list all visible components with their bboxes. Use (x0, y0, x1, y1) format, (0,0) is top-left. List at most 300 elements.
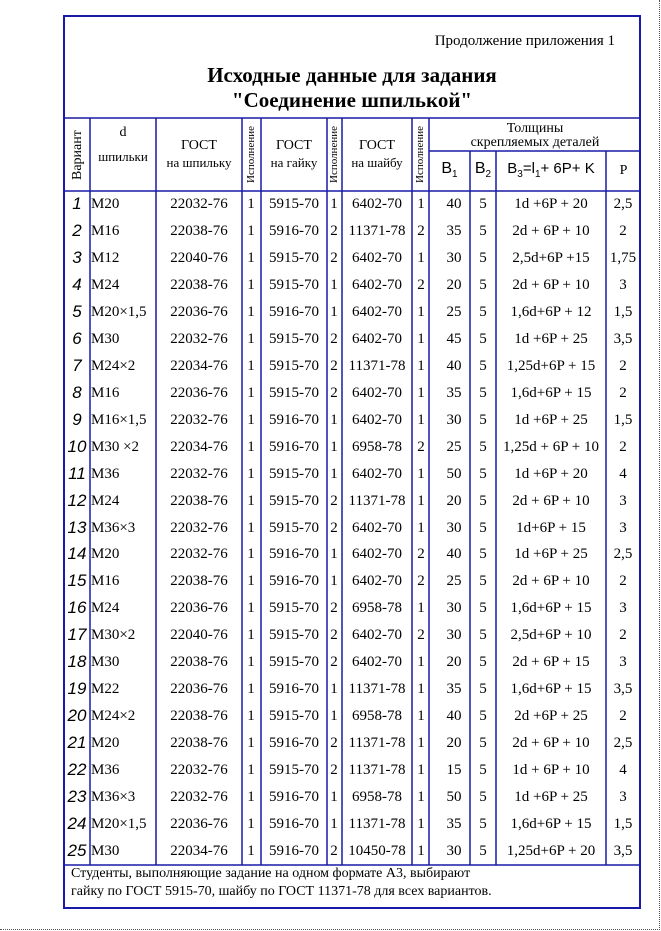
cell-stud-gost: 22036-76 (170, 384, 228, 401)
cell-stud-thread: M36×3 (91, 519, 136, 536)
cell-nut-execution: 2 (330, 330, 338, 347)
cell-thickness-b3: 2d + 6P + 15 (512, 654, 590, 671)
cell-nut-execution: 1 (330, 465, 338, 482)
cell-thickness-b1: 45 (446, 330, 462, 347)
cell-washer-execution: 1 (417, 600, 425, 617)
cell-nut-gost: 5915-70 (269, 330, 319, 347)
cell-washer-gost: 6958-78 (352, 708, 402, 725)
cell-variant-number: 9 (72, 409, 82, 429)
cell-variant-number: 8 (72, 382, 82, 402)
cell-pitch-p: 3 (619, 519, 627, 536)
cell-nut-execution: 2 (330, 600, 338, 617)
cell-pitch-p: 2 (619, 384, 627, 401)
cell-nut-gost: 5915-70 (269, 492, 319, 509)
cell-thickness-b2: 5 (479, 546, 487, 563)
cell-thickness-b3: 2,5d+6P +15 (512, 249, 590, 266)
cell-nut-execution: 1 (330, 573, 338, 590)
cell-nut-execution: 1 (330, 546, 338, 563)
cell-thickness-b3: 2d + 6P + 10 (512, 276, 590, 293)
cell-stud-thread: M24×2 (91, 708, 136, 725)
cell-thickness-b2: 5 (479, 492, 487, 509)
cell-pitch-p: 3,5 (613, 330, 633, 347)
cell-stud-execution: 1 (247, 492, 255, 509)
cell-thickness-b2: 5 (479, 519, 487, 536)
cell-thickness-b2: 5 (479, 843, 487, 860)
cell-thickness-b1: 30 (446, 411, 462, 428)
cell-stud-execution: 1 (247, 411, 255, 428)
cell-stud-gost: 22036-76 (170, 303, 228, 320)
cell-nut-execution: 1 (330, 276, 338, 293)
cell-thickness-b1: 40 (446, 357, 462, 374)
cell-pitch-p: 3 (619, 654, 627, 671)
cell-pitch-p: 3 (619, 789, 627, 806)
cell-pitch-p: 4 (619, 465, 627, 482)
cell-washer-execution: 1 (417, 762, 425, 779)
cell-thickness-b2: 5 (479, 303, 487, 320)
cell-stud-execution: 1 (247, 708, 255, 725)
cell-stud-execution: 1 (247, 843, 255, 860)
cell-thickness-b2: 5 (479, 816, 487, 833)
cell-thickness-b2: 5 (479, 249, 487, 266)
cell-washer-gost: 6402-70 (352, 546, 402, 563)
cell-washer-execution: 1 (417, 519, 425, 536)
cell-nut-gost: 5916-70 (269, 681, 319, 698)
cell-thickness-b1: 35 (446, 222, 462, 239)
cell-thickness-b1: 30 (446, 249, 462, 266)
cell-washer-gost: 6402-70 (352, 276, 402, 293)
document-sheet (63, 15, 641, 909)
cell-nut-execution: 2 (330, 519, 338, 536)
cell-thickness-b3: 1d + 6P + 10 (512, 762, 590, 779)
cell-thickness-b3: 1,6d+6P + 15 (510, 816, 592, 833)
cell-variant-number: 19 (67, 679, 87, 699)
cell-washer-gost: 6958-78 (352, 600, 402, 617)
header-d-symbol: d (119, 125, 127, 140)
cell-stud-execution: 1 (247, 222, 255, 239)
cell-washer-execution: 1 (417, 735, 425, 752)
cell-thickness-b3: 1,6d+6P + 15 (510, 384, 592, 401)
cell-nut-execution: 1 (330, 816, 338, 833)
cell-thickness-b2: 5 (479, 708, 487, 725)
cell-thickness-b3: 1,6d+6P + 12 (510, 303, 592, 320)
header-nut-gost-sub: на гайку (270, 155, 318, 170)
cell-pitch-p: 2,5 (613, 735, 633, 752)
cell-nut-gost: 5915-70 (269, 519, 319, 536)
cell-stud-thread: M36 (91, 762, 120, 779)
cell-thickness-b3: 1d +6P + 25 (514, 789, 588, 806)
cell-washer-execution: 2 (417, 438, 425, 455)
cell-variant-number: 21 (67, 733, 87, 753)
cell-variant-number: 4 (72, 274, 82, 294)
cell-nut-gost: 5916-70 (269, 573, 319, 590)
continuation-note: Продолжение приложения 1 (434, 33, 615, 49)
cell-nut-execution: 1 (330, 789, 338, 806)
cell-pitch-p: 2,5 (613, 196, 633, 212)
cell-thickness-b2: 5 (479, 789, 487, 806)
cell-stud-execution: 1 (247, 600, 255, 617)
cell-nut-gost: 5915-70 (269, 654, 319, 671)
cell-stud-thread: M20 (91, 196, 120, 212)
cell-nut-execution: 2 (330, 249, 338, 266)
cell-thickness-b2: 5 (479, 222, 487, 239)
cell-stud-thread: M16×1,5 (91, 411, 147, 428)
cell-thickness-b1: 25 (446, 303, 462, 320)
cell-washer-execution: 2 (417, 222, 425, 239)
cell-stud-gost: 22032-76 (170, 789, 228, 806)
cell-nut-gost: 5916-70 (269, 303, 319, 320)
cell-variant-number: 5 (72, 301, 82, 321)
cell-stud-thread: M12 (91, 249, 120, 266)
page-title: Исходные данные для задания (207, 63, 497, 87)
cell-thickness-b1: 35 (446, 384, 462, 401)
cell-thickness-b1: 30 (446, 600, 462, 617)
cell-stud-gost: 22032-76 (170, 196, 228, 212)
footnote-line-1: Студенты, выполняющие задание на одном формате А3, выбирают (71, 866, 471, 881)
cell-washer-execution: 2 (417, 627, 425, 644)
cell-thickness-b3: 1d +6P + 25 (514, 411, 588, 428)
cell-stud-gost: 22032-76 (170, 411, 228, 428)
header-b3: $B_3=l_1+ 6P+ K$ (507, 160, 595, 180)
cell-nut-execution: 1 (330, 681, 338, 698)
cell-nut-gost: 5916-70 (269, 789, 319, 806)
cell-nut-execution: 2 (330, 735, 338, 752)
cell-variant-number: 18 (67, 652, 87, 672)
cell-washer-execution: 1 (417, 816, 425, 833)
cell-thickness-b1: 20 (446, 654, 462, 671)
cell-nut-gost: 5915-70 (269, 276, 319, 293)
cell-washer-gost: 6402-70 (352, 196, 402, 212)
cell-thickness-b3: 1,6d+6P + 15 (510, 681, 592, 698)
cell-stud-execution: 1 (247, 789, 255, 806)
cell-variant-number: 24 (67, 814, 87, 834)
cell-stud-execution: 1 (247, 816, 255, 833)
cell-thickness-b2: 5 (479, 573, 487, 590)
footnote (71, 865, 492, 901)
cell-thickness-b3: 1d +6P + 25 (514, 330, 588, 347)
cell-washer-execution: 2 (417, 546, 425, 563)
cell-nut-execution: 2 (330, 384, 338, 401)
cell-nut-gost: 5916-70 (269, 816, 319, 833)
cell-thickness-b1: 25 (446, 438, 462, 455)
cell-thickness-b2: 5 (479, 735, 487, 752)
cell-stud-thread: M16 (91, 384, 120, 401)
cell-stud-gost: 22032-76 (170, 546, 228, 563)
cell-stud-execution: 1 (247, 735, 255, 752)
cell-washer-execution: 1 (417, 843, 425, 860)
cell-thickness-b3: 1d+6P + 15 (516, 519, 586, 536)
cell-stud-gost: 22038-76 (170, 276, 228, 293)
cell-washer-gost: 6402-70 (352, 627, 402, 644)
cell-thickness-b1: 15 (446, 762, 462, 779)
cell-stud-gost: 22038-76 (170, 708, 228, 725)
cell-stud-thread: M24 (91, 600, 120, 617)
cell-thickness-b1: 30 (446, 843, 462, 860)
cell-nut-execution: 1 (330, 303, 338, 320)
cell-washer-gost: 11371-78 (348, 816, 406, 833)
header-variant: Вариант (70, 130, 85, 180)
header-nut-gost: ГОСТ (276, 138, 312, 153)
cell-nut-execution: 1 (330, 411, 338, 428)
cell-pitch-p: 3 (619, 492, 627, 509)
header-washer-gost-sub: на шайбу (351, 155, 403, 170)
cell-stud-thread: M30 (91, 330, 120, 347)
cell-thickness-b1: 20 (446, 492, 462, 509)
cell-thickness-b1: 20 (446, 735, 462, 752)
cell-pitch-p: 1,75 (609, 249, 637, 266)
cell-variant-number: 3 (72, 247, 82, 267)
cell-stud-execution: 1 (247, 330, 255, 347)
cell-washer-execution: 1 (417, 330, 425, 347)
cell-stud-gost: 22034-76 (170, 843, 228, 860)
cell-stud-gost: 22036-76 (170, 816, 228, 833)
cell-thickness-b2: 5 (479, 276, 487, 293)
cell-nut-gost: 5916-70 (269, 438, 319, 455)
cell-stud-thread: M30 (91, 843, 120, 860)
cell-stud-execution: 1 (247, 303, 255, 320)
header-d-label: шпильки (98, 149, 148, 164)
cell-thickness-b2: 5 (479, 627, 487, 644)
header-washer-execution: Исполнение (414, 126, 426, 184)
cell-stud-gost: 22032-76 (170, 330, 228, 347)
cell-pitch-p: 3,5 (613, 681, 633, 698)
cell-nut-execution: 1 (330, 708, 338, 725)
cell-nut-execution: 2 (330, 222, 338, 239)
header-thickness-sub: скрепляемых деталей (470, 135, 600, 150)
cell-washer-gost: 6402-70 (352, 519, 402, 536)
cell-stud-thread: M24 (91, 276, 120, 293)
cell-stud-execution: 1 (247, 627, 255, 644)
cell-nut-gost: 5916-70 (269, 222, 319, 239)
cell-stud-gost: 22034-76 (170, 357, 228, 374)
cell-pitch-p: 2 (619, 708, 627, 725)
cell-stud-gost: 22032-76 (170, 465, 228, 482)
cell-nut-gost: 5915-70 (269, 196, 319, 212)
cell-variant-number: 10 (67, 436, 87, 456)
cell-thickness-b2: 5 (479, 681, 487, 698)
cell-pitch-p: 2 (619, 627, 627, 644)
cell-stud-thread: M30 ×2 (91, 438, 140, 455)
cell-thickness-b1: 50 (446, 789, 462, 806)
cell-washer-gost: 10450-78 (348, 843, 406, 860)
cell-thickness-b1: 20 (446, 276, 462, 293)
cell-stud-gost: 22036-76 (170, 600, 228, 617)
header-p: P (619, 163, 628, 178)
cell-thickness-b3: 1,25d + 6P + 10 (503, 438, 599, 455)
cell-nut-execution: 2 (330, 357, 338, 374)
cell-thickness-b1: 40 (446, 196, 462, 212)
cell-thickness-b3: 1d +6P + 25 (514, 546, 588, 563)
cell-thickness-b3: 1,25d+6P + 15 (506, 357, 596, 374)
cell-thickness-b3: 2d +6P + 25 (514, 708, 588, 725)
cell-nut-gost: 5916-70 (269, 411, 319, 428)
cell-nut-execution: 2 (330, 492, 338, 509)
cell-variant-number: 2 (72, 220, 82, 240)
cell-stud-execution: 1 (247, 681, 255, 698)
cell-stud-thread: M16 (91, 573, 120, 590)
cell-thickness-b1: 40 (446, 546, 462, 563)
cell-thickness-b1: 50 (446, 465, 462, 482)
header-b2: $B_2$ (474, 160, 492, 181)
cell-pitch-p: 2 (619, 357, 627, 374)
cell-washer-gost: 6402-70 (352, 330, 402, 347)
cell-thickness-b3: 2,5d+6P + 10 (510, 627, 592, 644)
cell-variant-number: 1 (72, 194, 82, 213)
cell-washer-gost: 11371-78 (348, 681, 406, 698)
cell-thickness-b1: 35 (446, 816, 462, 833)
cell-variant-number: 15 (67, 571, 87, 591)
cell-nut-execution: 1 (330, 438, 338, 455)
cell-washer-gost: 11371-78 (348, 735, 406, 752)
cell-washer-gost: 6958-78 (352, 789, 402, 806)
cell-stud-execution: 1 (247, 465, 255, 482)
cell-stud-execution: 1 (247, 762, 255, 779)
cell-thickness-b2: 5 (479, 330, 487, 347)
cell-nut-execution: 2 (330, 654, 338, 671)
cell-stud-execution: 1 (247, 249, 255, 266)
cell-thickness-b3: 2d + 6P + 10 (512, 492, 590, 509)
cell-nut-gost: 5915-70 (269, 627, 319, 644)
cell-stud-thread: M22 (91, 681, 120, 698)
cell-variant-number: 13 (67, 517, 87, 537)
cell-variant-number: 20 (67, 706, 87, 726)
cell-variant-number: 6 (72, 328, 82, 348)
cell-washer-gost: 6402-70 (352, 303, 402, 320)
cell-stud-thread: M20 (91, 735, 120, 752)
cell-pitch-p: 2,5 (613, 546, 633, 563)
header-b1: $B_1$ (441, 160, 458, 181)
cell-washer-gost: 6402-70 (352, 411, 402, 428)
cell-pitch-p: 3 (619, 276, 627, 293)
cell-thickness-b3: 2d + 6P + 10 (512, 573, 590, 590)
cell-pitch-p: 1,5 (613, 303, 633, 320)
cell-nut-gost: 5915-70 (269, 600, 319, 617)
cell-washer-gost: 6402-70 (352, 573, 402, 590)
cell-stud-thread: M36×3 (91, 789, 136, 806)
cell-nut-execution: 2 (330, 762, 338, 779)
cell-thickness-b3: 2d + 6P + 10 (512, 735, 590, 752)
cell-washer-execution: 1 (417, 384, 425, 401)
cell-washer-gost: 6958-78 (352, 438, 402, 455)
cell-washer-execution: 1 (417, 357, 425, 374)
cell-thickness-b2: 5 (479, 438, 487, 455)
cell-stud-execution: 1 (247, 654, 255, 671)
cell-nut-gost: 5915-70 (269, 465, 319, 482)
cell-thickness-b2: 5 (479, 600, 487, 617)
cell-variant-number: 23 (67, 787, 87, 807)
cell-stud-thread: M36 (91, 465, 120, 482)
cell-stud-gost: 22038-76 (170, 492, 228, 509)
cell-washer-gost: 11371-78 (348, 762, 406, 779)
cell-stud-thread: M16 (91, 222, 120, 239)
footnote-line-2: гайку по ГОСТ 5915-70, шайбу по ГОСТ 11371-78 для всех вариантов. (71, 884, 492, 899)
cell-nut-execution: 2 (330, 627, 338, 644)
header-stud-gost: ГОСТ (181, 138, 217, 153)
cell-washer-execution: 1 (417, 465, 425, 482)
cell-stud-thread: M24×2 (91, 357, 136, 374)
cell-pitch-p: 1,5 (613, 816, 633, 833)
cell-stud-thread: M20×1,5 (91, 816, 147, 833)
header-washer-gost: ГОСТ (359, 138, 395, 153)
cell-stud-execution: 1 (247, 438, 255, 455)
cell-thickness-b2: 5 (479, 465, 487, 482)
cell-stud-gost: 22040-76 (170, 627, 228, 644)
cell-nut-gost: 5915-70 (269, 249, 319, 266)
cell-nut-gost: 5916-70 (269, 546, 319, 563)
cell-washer-gost: 6402-70 (352, 384, 402, 401)
cell-variant-number: 17 (67, 625, 87, 645)
cell-washer-execution: 1 (417, 789, 425, 806)
cell-thickness-b1: 30 (446, 519, 462, 536)
cell-stud-execution: 1 (247, 196, 255, 212)
cell-washer-execution: 1 (417, 492, 425, 509)
header-thickness: Толщины (506, 121, 564, 136)
cell-washer-execution: 1 (417, 681, 425, 698)
cell-washer-execution: 2 (417, 276, 425, 293)
cell-variant-number: 12 (67, 490, 87, 510)
header-nut-execution: Исполнение (328, 126, 340, 184)
cell-variant-number: 16 (67, 598, 87, 618)
cell-washer-execution: 2 (417, 573, 425, 590)
cell-washer-gost: 6402-70 (352, 654, 402, 671)
cell-thickness-b1: 35 (446, 681, 462, 698)
cell-washer-execution: 1 (417, 303, 425, 320)
cell-washer-gost: 6402-70 (352, 249, 402, 266)
page-subtitle: "Соединение шпилькой" (231, 88, 473, 112)
cell-nut-gost: 5915-70 (269, 384, 319, 401)
cell-washer-execution: 1 (417, 249, 425, 266)
cell-stud-gost: 22032-76 (170, 762, 228, 779)
cell-pitch-p: 2 (619, 222, 627, 239)
cell-variant-number: 14 (67, 544, 87, 564)
cell-thickness-b3: 1d +6P + 20 (514, 196, 588, 212)
cell-nut-gost: 5916-70 (269, 843, 319, 860)
cell-pitch-p: 3,5 (613, 843, 633, 860)
cell-stud-execution: 1 (247, 546, 255, 563)
cell-stud-gost: 22038-76 (170, 222, 228, 239)
cell-stud-gost: 22032-76 (170, 519, 228, 536)
cell-nut-gost: 5915-70 (269, 708, 319, 725)
cell-pitch-p: 2 (619, 573, 627, 590)
cell-thickness-b3: 1,25d+6P + 20 (506, 843, 596, 860)
cell-pitch-p: 3 (619, 600, 627, 617)
cell-stud-gost: 22036-76 (170, 681, 228, 698)
cell-stud-gost: 22038-76 (170, 735, 228, 752)
cell-thickness-b2: 5 (479, 762, 487, 779)
cell-variant-number: 22 (67, 760, 87, 780)
cell-stud-execution: 1 (247, 573, 255, 590)
cell-pitch-p: 2 (619, 438, 627, 455)
cell-stud-thread: M30×2 (91, 627, 136, 644)
cell-washer-gost: 11371-78 (348, 357, 406, 374)
cell-washer-execution: 1 (417, 708, 425, 725)
cell-variant-number: 11 (68, 463, 86, 483)
cell-stud-execution: 1 (247, 276, 255, 293)
cell-stud-gost: 22038-76 (170, 573, 228, 590)
cell-thickness-b2: 5 (479, 384, 487, 401)
cell-nut-execution: 2 (330, 843, 338, 860)
cell-washer-execution: 1 (417, 196, 425, 212)
cell-stud-execution: 1 (247, 357, 255, 374)
cell-stud-thread: M20×1,5 (91, 303, 147, 320)
cell-thickness-b1: 40 (446, 708, 462, 725)
cell-variant-number: 7 (72, 355, 82, 375)
header-stud-gost-sub: на шпильку (166, 155, 232, 170)
cell-thickness-b1: 25 (446, 573, 462, 590)
cell-pitch-p: 1,5 (613, 411, 633, 428)
cell-stud-gost: 22040-76 (170, 249, 228, 266)
cell-stud-gost: 22034-76 (170, 438, 228, 455)
cell-thickness-b1: 30 (446, 627, 462, 644)
